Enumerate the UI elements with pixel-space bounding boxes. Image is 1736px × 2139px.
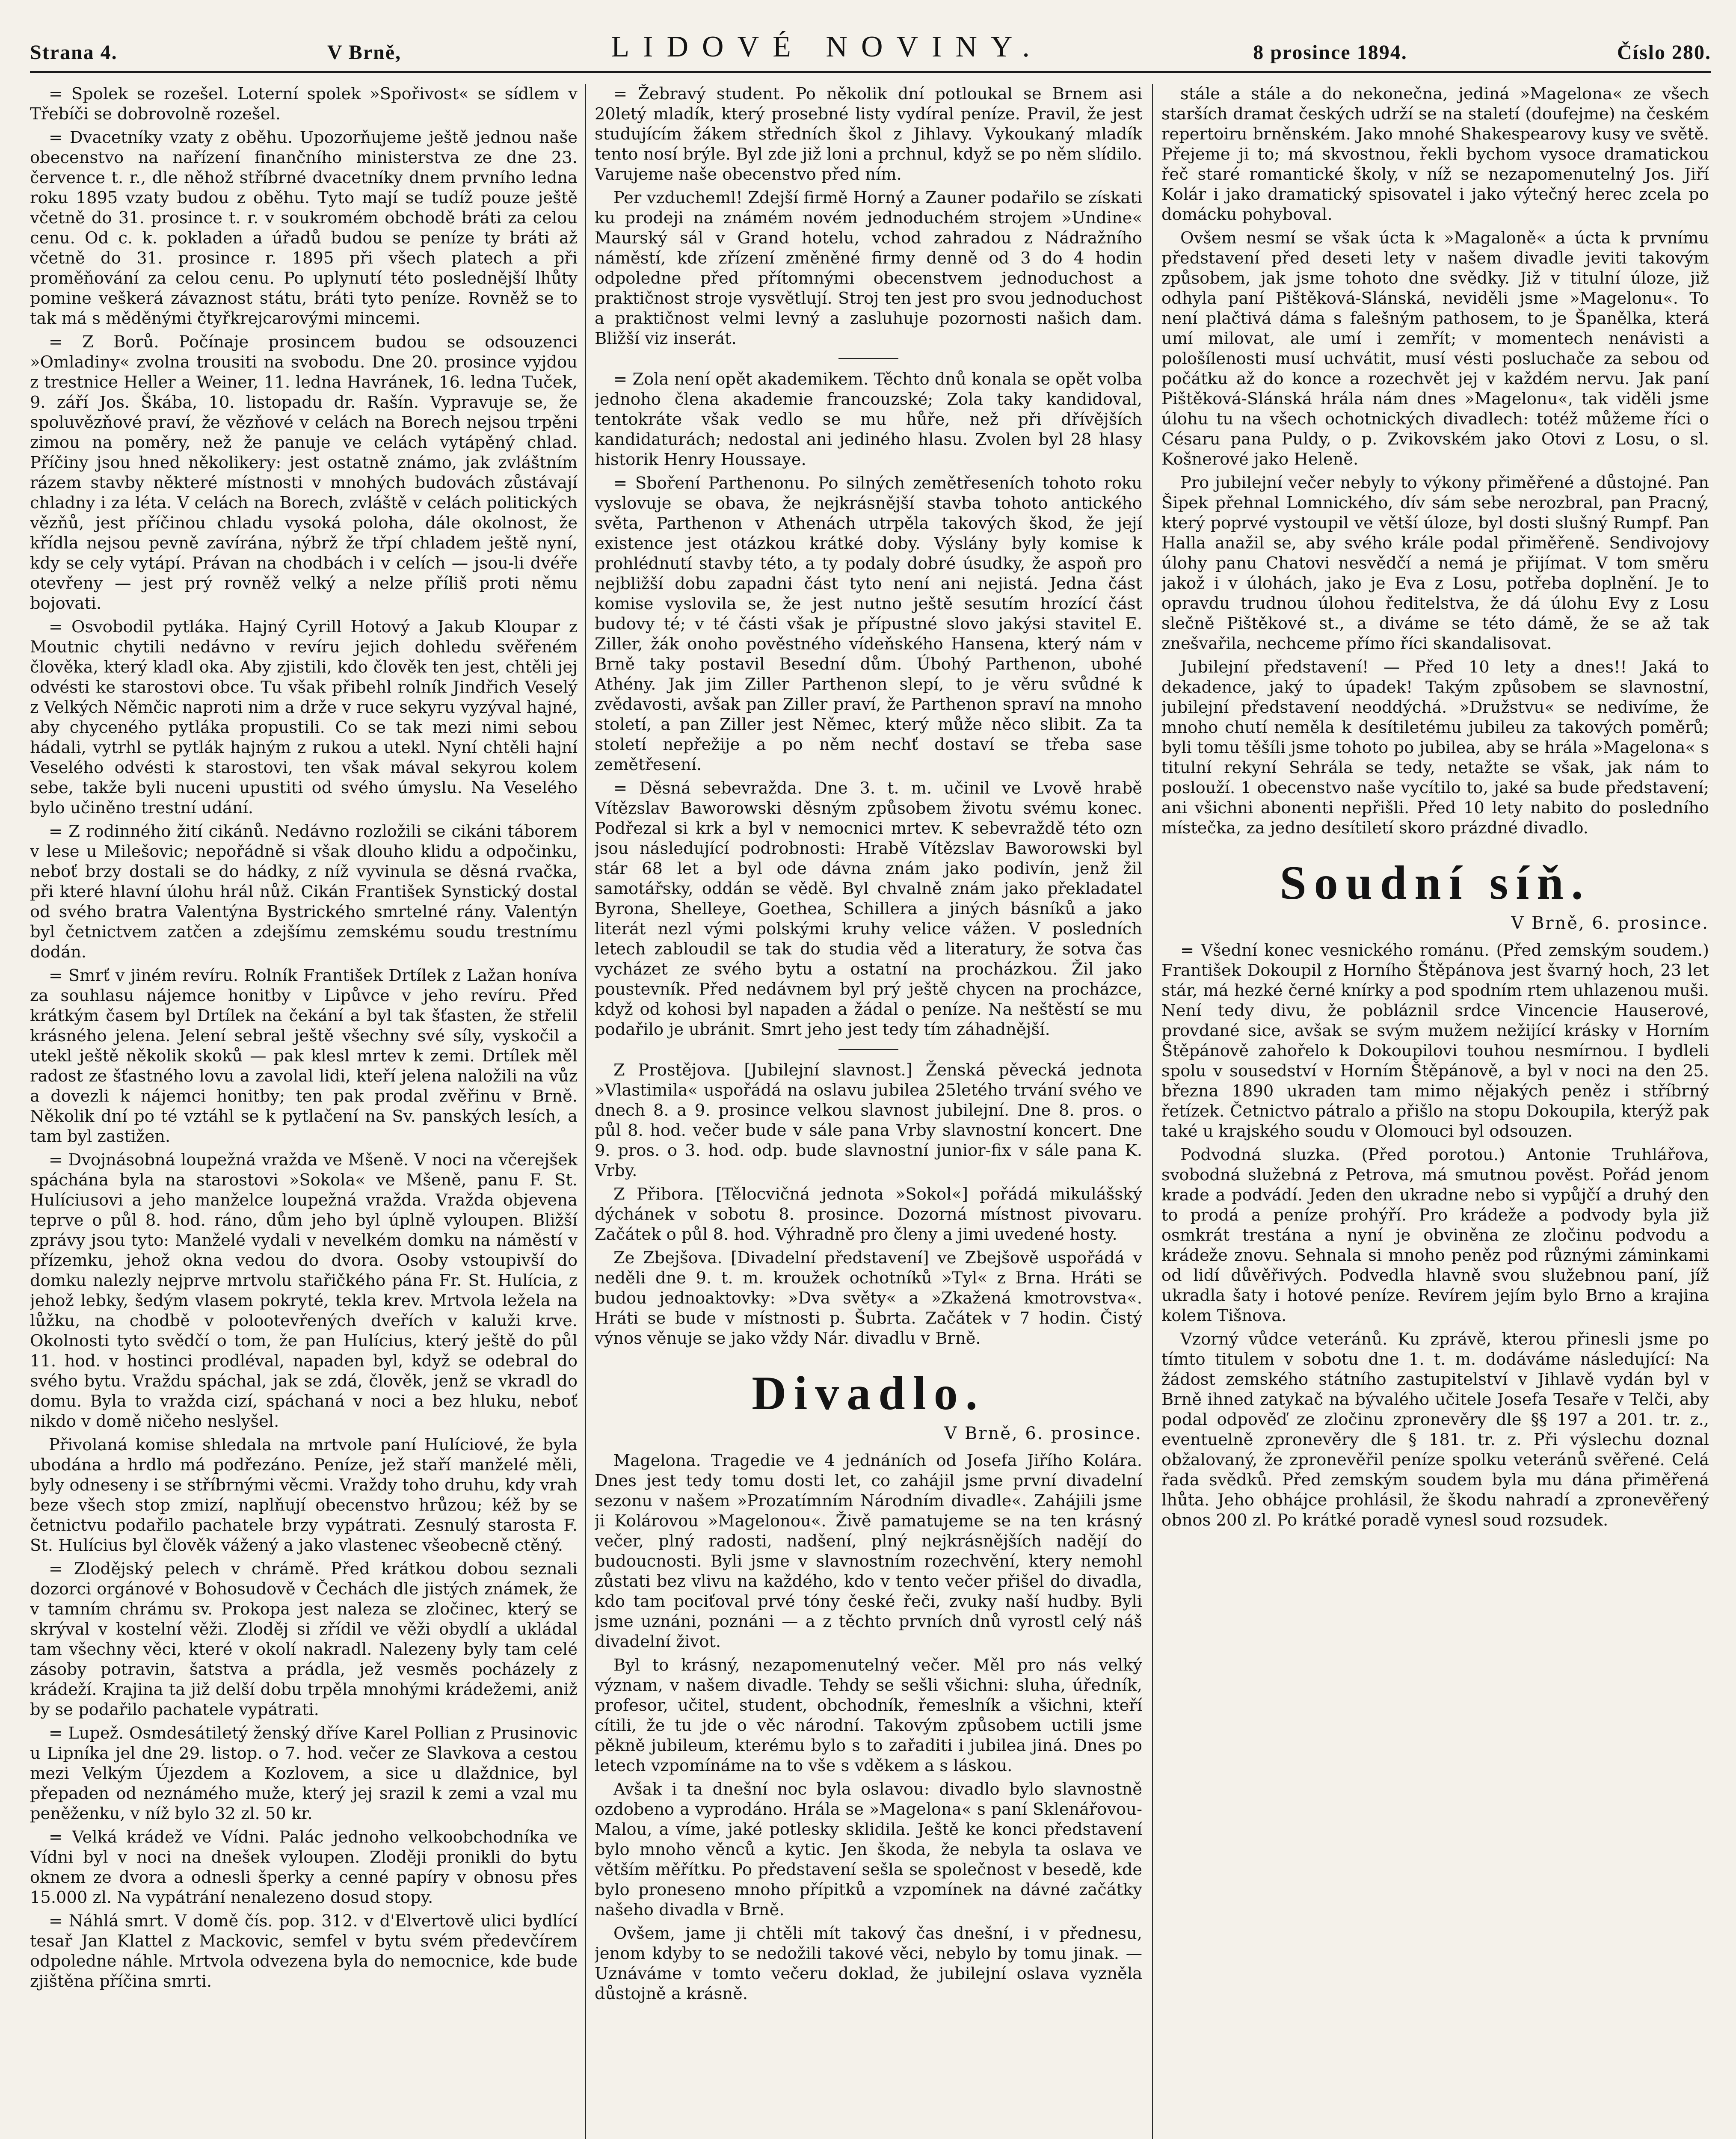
news-item: = Zola není opět akademikem. Těchto dnů konala se opět volba jednoho člena akademie francouzské; Zola taky kandidoval, tentokráte však vedlo se mu hůře, než při dřívějších kandidaturách; nedostal ani jediného hlasu. Zvolen byl 28 hlasy historik Henry Houssaye. <box>595 370 1142 469</box>
court-report: = Všední konec vesnického románu. (Před zemským soudem.) František Dokoupil z Horního Štěpánova jest švarný hoch, 23 let stár, má hezké černé knírky a pod spodním rtem uhlazenou muši. Není tedy divu, že pobláznil srdce Vincencie Hauserové, provdané sice, avšak se svým mužem nežijící krásky v Horním Štěpánově zahořelo k Dokoupilovi touhou nesmírnou. I bydleli spolu v sousedství v Horním Štěpánově, a byl v noci na den 25. března 1890 ukraden tam mimo nějakých peněz i stříbrný řetízek. Četnictvo pátralo a přišlo na stopu Dokoupila, kterýž pak také u krajského soudu v Olomouci byl odsouzen. <box>1161 941 1709 1141</box>
dateline: V Brně, 6. prosince. <box>1511 913 1709 933</box>
court-report: Vzorný vůdce veteránů. Ku zprávě, kterou přinesli jsme po tímto titulem v sobotu dne 1. t. m. dodáváme následující: Na žádost zemského státního zastupitelství v Jihlavě vydán byl v Brně ihned zatykač na bývalého učitele Josefa Tesaře v Telči, aby podal odpověď ze zločinu zpronevěry dle §§ 197 a 201. tr. z., eventuelně zpronevěry dle § 181. tr. z. Při výslechu doznal obžalovaný, že zpronevěřil peníze spolku veteránů svěřené. Celá řada svědků. Před zemským soudem byla mu dána přiměřená lhůta. Jeho obhájce prohlásil, že škodu nahradí a zpronevěřený obnos 200 zl. Po krátké poradě vynesl soud rozsudek. <box>1161 1330 1709 1530</box>
news-item: = Dvojnásobná loupežná vražda ve Mšeně. V noci na včerejšek spáchána byla na starostovi »Sokola« ve Mšeně, panu F. St. Hulíciusovi a jeho manželce loupežná vražda. Vražda objevena teprve o půl 8. hod. ráno, dům jeho byl úplně vyloupen. Bližší zprávy jsou tyto: Manželé vydali v nevelkém domku na náměstí v přízemku, jehož okna vedou do dvora. Osoby vstoupivší do domku nalezly nejprve mrtvolu stařičkého pána Fr. St. Hulícia, z jehož lebky, šedým vlasem pokryté, tekla krev. Mrtvola ležela na lůžku, na chodbě v polootevřených dveřích v kaluži krve. Okolnosti tyto svědčí o tom, že pan Hulícius, který ještě do půl 11. hod. v hostinci prodléval, napaden byl, když se odebral do svého bytu. Vraždu spáchal, jak se zdá, člověk, jenž se vkradl do domu. Byla to vražda cizí, spáchaná v noci a bez hluku, neboť nikdo v domě ničeho neslyšel. <box>30 1150 578 1431</box>
masthead-title: LIDOVÉ NOVINY. <box>611 30 1043 63</box>
separator-rule <box>838 358 898 359</box>
issue-date: 8 prosince 1894. <box>1253 41 1407 64</box>
news-item: = Osvobodil pytláka. Hajný Cyrill Hotový a Jakub Kloupar z Moutnic chytili nedávno v revíru jejich dohledu svěřeném člověka, který kladl oka. Aby zjistili, kdo člověk ten jest, chtěli jej odvésti ke starostovi obce. Tu však přibehl rolník Jindřich Veselý z Velkých Němčic naproti nim a drže v ruce sekyru vyzýval hajné, aby chyceného pytláka propustili. Co se tak mezi nimi sebou hádali, vytrhl se pytlák hajným z rukou a utekl. Nyní chtěli hajní Veselého odvésti k starostovi, ten však mával sekyrou kolem sebe, takže byli nuceni upustiti od svého úmyslu. Na Veselého bylo učiněno trestní udání. <box>30 617 578 818</box>
section-title-soudni-sin: Soudní síň. <box>1280 856 1591 910</box>
news-item: = Lupež. Osmdesátiletý ženský dříve Karel Pollian z Prusinovic u Lipníka jel dne 29. listop. o 7. hod. večer ze Slavkova a cestou mezi Velkým Újezdem a Kozlovem, a sice u dlaždnice, byl přepaden od neznámého muže, který jej srazil k zemi a vzal mu peněženku, v níž bylo 32 zl. 50 kr. <box>30 1724 578 1823</box>
article-paragraph: Ovšem, jame ji chtěli mít takový čas dnešní, i v přednesu, jenom kdyby to se nedožili takové věci, nebylo by tomu jinak. — Uznáváme v tomto večeru doklad, že jubilejní oslava vyzněla důstojně a krásně. <box>595 1924 1142 2003</box>
news-item: Ze Zbejšova. [Divadelní představení] ve Zbejšově uspořádá v neděli dne 9. t. m. kroužek ochotníků »Tyl« z Brna. Hráti se budou jednoaktovky: »Dva světy« a »Zkažená kmotrovstva«. Hráti se bude v místnosti p. Šubrta. Začátek v 7 hodin. Čistý výnos věnuje se jako vždy Nár. divadlu v Brně. <box>595 1248 1142 1348</box>
column-2 <box>595 84 1142 2139</box>
news-item: = Smrť v jiném revíru. Rolník František Drtílek z Lažan honíva za souhlasu nájemce honitby v Lipůvce v jeho revíru. Před krátkým časem byl Drtílek na čekání a byl tak šťasten, že střelil krásného jelena. Jelení sebral ještě všechny své síly, vyskočil a utekl ještě několik skoků — pak klesl mrtev k zemi. Drtílek měl radost ze šťastného lovu a zavolal lidi, kteří jelena naložili na vůz a dovezli k nájemci honitby; ten pak prodal zvěřinu v Brně. Několik dní po té vztáhl se k pytlačení na Sv. panských lesích, a tam byl zastižen. <box>30 966 578 1146</box>
article-paragraph: Magelona. Tragedie ve 4 jednáních od Josefa Jiřího Kolára. Dnes jest tedy tomu dosti let, co zahájil jsme první divadelní sezonu v našem »Prozatímním Národním divadle«. Zahájili jsme ji Kolárovou »Magelonou«. Živě pamatujeme se na ten krásný večer, plný radosti, nadšení, plný nejkrásnějších nadějí do budoucnosti. Byli jsme v slavnostním rozechvění, ktery nemohl zůstati bez vlivu na každého, kdo v tento večer přišel do divadla, kdo tam pociťoval prvé tóny české řeči, zvuky naší hudby. Byli jsme uznáni, poznáni — a z těchto prvních dnů vyrostl celý náš divadelní život. <box>595 1451 1142 1651</box>
news-item: = Zlodějský pelech v chrámě. Před krátkou dobou seznali dozorci orgánové v Bohosudově v Čechách dle jistých známek, že v tamním chrámu sv. Prokopa jest naleza se zločinec, který se skrýval v kostelní věži. Zloděj si zřídil ve věži obydlí a ukládal tam všechny věci, které v okolí nakradl. Nalezeny byly tam celé zásoby potravin, šatstva a prádla, jež vesměs pocházely z krádeží. Krajina ta již delší dobu trpěla mnohými krádežemi, aniž by se podařilo pachatele vypátrati. <box>30 1559 578 1719</box>
page-number: Strana 4. <box>30 41 118 64</box>
news-item: = Spolek se rozešel. Loterní spolek »Spořivost« se sídlem v Třebíči se dobrovolně rozešel. <box>30 84 578 124</box>
page-header <box>30 9 1711 73</box>
article-paragraph: Jubilejní představení! — Před 10 lety a dnes!! Jaká to dekadence, jaký to úpadek! Takým způsobem se slavnostní, jubilejní představení neoddýchá. »Družstvu« se nedivíme, že mnoho chutí neměla k desítiletému jubileu za takových poměrů; byli tomu těšíli jsme tohoto po jubilea, aby se hrála »Magelona« s titulní rekyní Sehrála se tedy, netažte se však, jak nám to poslouží. 1 obecenstvo naše vycítilo to, jaké sa bude představení; ani všichni abonenti nepřišli. Před 10 lety nabito do posledního místečka, za jedno desítiletí skoro prázdné divadlo. <box>1161 658 1709 838</box>
news-item: = Dvacetníky vzaty z oběhu. Upozorňujeme ještě jednou naše obecenstvo na nařízení finančního ministerstva ze dne 23. července t. r., dle něhož stříbrné dvacetníky dnem prvního ledna roku 1895 vzaty budou z oběhu. Tyto mají se tudíž pouze ještě včetně do 31. prosince t. r. v soukromém obchodě bráti za celou cenu. Od c. k. pokladen a úřadů budou se peníze ty bráti až včetně do 31. prosince r. 1895 při všech platech a při proměňování za celou cenu. Po uplynutí této poslednější lhůty pomine veškerá závaznost státu, bráti tyto peníze. Rovněž se to tak má s měděnými čtyřkrejcarovými mincemi. <box>30 128 578 328</box>
news-item: = Náhlá smrt. V domě čís. pop. 312. v d'Elvertově ulici bydlící tesař Jan Klattel z Mackovic, semfel v bytu svém předevčírem odpoledne náhle. Mrtvola odvezena byla do nemocnice, kde bude zjištěna příčina smrti. <box>30 1911 578 1991</box>
place-name: V Brně, <box>327 41 402 64</box>
news-item: = Žebravý student. Po několik dní potloukal se Brnem asi 20letý mladík, který prosebné listy vydíral peníze. Pravil, že jest studujícím žákem středních škol z Jihlavy. Vykoukaný mladík tento nosí brýle. Byl zde již loni a prchnul, když se po něm slídilo. Varujeme naše obecenstvo před ním. <box>595 84 1142 184</box>
column-3 <box>1161 84 1709 2139</box>
article-paragraph: Byl to krásný, nezapomenutelný večer. Měl pro nás velký význam, v našem divadle. Tehdy se sešli všichni: sluha, úředník, profesor, učitel, student, obchodník, řemeslník a všichni, kteří cítili, že tu jde o věc národní. Takovým způsobem uctili jsme pěkně jubileum, kterému bylo s to zařaditi i jubilea jiná. Dnes po letech vzpomínáme na to vše s vděkem a s láskou. <box>595 1656 1142 1775</box>
issue-number: Číslo 280. <box>1617 41 1711 64</box>
column-rule <box>1152 84 1153 2139</box>
news-item: Z Prostějova. [Jubilejní slavnost.] Ženská pěvecká jednota »Vlastimila« uspořádá na oslavu jubilea 25letého trvání svého ve dnech 8. a 9. prosince velkou slavnost jubilejní. Dne 8. pros. o půl 8. hod. večer bude v sále pana Vrby slavnostní koncert. Dne 9. pros. o 3. hod. odp. bude slavnostní junior-fix v sále pana K. Vrby. <box>595 1061 1142 1180</box>
article-paragraph: Ovšem nesmí se však úcta k »Magaloně« a úcta k prvnímu představení před deseti lety v našem divadle jeviti takovým způsobem, jak jsme tohoto dne svědky. Již v titulní úloze, již odhyla paní Pištěková-Slánská, neviděli jsme »Magelonu«. To není plačtivá dáma s falešným pathosem, to je Španělka, která umí milovat, ale umí i zemřít; v momentech nenávisti a pološílenosti musí uchvátit, musí vésti posluchače za sebou od počátku až do konce a rozechvět jej v každém nervu. Jak paní Pištěková-Slánská hrála nám dnes »Magelonu«, tak viděli jsme úlohu tu na všech ochotnických divadlech: totéž můžeme říci o Césaru pana Puldy, o p. Zvikovském jako Otovi z Losu, o sl. Košnerové jako Heleně. <box>1161 228 1709 469</box>
news-item: = Sboření Parthenonu. Po silných zemětřeseních tohoto roku vyslovuje se obava, že nejkrásnější stavba tohoto antického světa, Parthenon v Athenách utrpěla takových škod, že její existence jest otázkou krátké doby. Výslány byly komise k prohlédnutí stavby této, a ty podaly dobré úsudky, že aspoň pro nejbližší dobu zapadni část tyto není ani nejistá. Jedna část komise vyslovila se, že jest nutno ještě sesutím hrozící část budovy té; v té části však je přípustné slovo jakýsi stavitel E. Ziller, žák onoho pověstného vídeňského Hansena, který nám v Brně taky postavil Besední dům. Úbohý Parthenon, ubohé Athény. Jak jim Ziller Parthenon slepí, to je věru svůdné k zvědavosti, avšak pan Ziller praví, že Parthenon spraví na mnoho století, a pan Ziller jest Němec, který může něco slibit. Za ta století nepřežije a po něm nechť dostaví se třeba sase zemětřesení. <box>595 474 1142 774</box>
article-paragraph: stále a stále a do nekonečna, jediná »Magelona« ze všech starších dramat českých udrží se na staletí (doufejme) na českém repertoiru brněnském. Jako mnohé Shakespearovy kusy ve světě. Přejeme ji to; má skvostnou, řekli bychom vysoce dramatickou řeč staré romantické školy, v níž se nezapomenutelný Jos. Jiří Kolár i jako dramatický spisovatel i jako výtečný herec zcela po domácku pohyboval. <box>1161 84 1709 224</box>
column-rule <box>585 84 586 2139</box>
dateline: V Brně, 6. prosince. <box>944 1424 1142 1443</box>
news-item: Přivolaná komise shledala na mrtvole paní Hulíciové, že byla ubodána a hrdlo má podřezáno. Peníze, jež staří manželé měli, byly odneseny i se stříbrnými věcmi. Vraždy toho druhu, kdy vrah beze všech stop zmizí, naplňují obecenstvo hrůzou; kéž by se četnictvu podařilo pachatele brzy vypátrati. Zesnulý starosta F. St. Hulícius byl člověk vážený a jako vlastenec všeobecně ctěný. <box>30 1435 578 1555</box>
column-1 <box>30 84 578 2139</box>
news-item: = Z rodinného žití cikánů. Nedávno rozložili se cikáni táborem v lese u Milešovic; nepořádně si však dlouho klidu a odpočinku, neboť brzy dostali se do hádky, z níž vyvinula se děsná rvačka, při které hlavní úlohu hrál nůž. Cikán František Synstický dostal od svého bratra Valentýna Bystrického smrtelné rány. Valentýn byl četnictvem zatčen a zdejšímu zemskému soudu trestnímu dodán. <box>30 822 578 962</box>
news-item: = Z Borů. Počínaje prosincem budou se odsouzenci »Omladiny« zvolna trousiti na svobodu. Dne 20. prosince vyjdou z trestnice Heller a Weiner, 11. ledna Havránek, 16. ledna Tuček, 9. září Jos. Škába, 10. listopadu dr. Rašín. Vypravuje se, že spoluvězňové praví, že vězňové v celách na Borech nejsou trpěni zimou na poměry, než že panuje ve celách vytápěný chlad. Příčiny jsou hned několikery: jest ostatně známo, jak zvláštním rázem stavby některé místnosti v mnohých budovách zůstávají chladny i za léta. V celách na Borech, zvláště v celách politických vězňů, jest příčinou chladu vysoká poloha, dále okolnost, že křídla nejsou pevně zavírána, nýbrž že třpí chladem ještě nyní, kdy se cely vytápí. Právan na chodbách i v celích — jsou-li dvéře otevřeny — jest prý rovněž velký a nelze příliš proti němu bojovati. <box>30 332 578 613</box>
news-item: = Děsná sebevražda. Dne 3. t. m. učinil ve Lvově hrabě Vítězslav Baworowski děsným způsobem životu svému konec. Podřezal si krk a byl v nemocnici mrtev. K sebevraždě této ozn jsou následující podrobnosti: Hrabě Vítězslav Baworowski byl stár 68 let a byl ode dávna znám jako podivín, jenž žil samotářsky, oddán se vědě. Byl chvalně znám jako překladatel Byrona, Shelleye, Goethea, Schillera a jiných básníků a jako literát nezl vými polskými kruhy velice vážen. V posledních letech zabloudil se tak do studia věd a literatury, že sotva čas vycházet ze svého bytu a ostatní na procházkou. Žil jako poustevník. Před nedávnem byl prý ještě chycen na procházce, když od kohosi byl napaden a žádal o peníze. Na neštěstí se mu podařilo je ubránit. Smrt jeho jest tedy tím záhadnější. <box>595 779 1142 1039</box>
news-item: = Velká krádež ve Vídni. Palác jednoho velkoobchodníka ve Vídni byl v noci na dnešek vyloupen. Zloději pronikli do bytu oknem ze dvora a odnesli šperky a cenné papíry v obnosu přes 15.000 zl. Na vypátrání nenalezeno dosud stopy. <box>30 1828 578 1907</box>
article-paragraph: Pro jubilejní večer nebyly to výkony přiměřené a důstojné. Pan Šipek přehnal Lomnického, dív sám sebe nerozbral, pan Pracný, který poprvé vystoupil ve větší úloze, byl dosti slušný Rumpf. Pan Halla anažil se, aby svého krále podal přiměřeně. Sendivojovy úlohy panu Chatovi nesvědčí a nemá je přijímat. V tom směru jakož i v úlohách, jako je Eva z Losu, potřeba doplnění. Je to opravdu trudnou úlohou ředitelstva, že dá úlohu Evy z Losu slečně Pištěkové st., a diváme se této dámě, že se až tak znešvařila, nechceme přímo říci skandalisovat. <box>1161 473 1709 653</box>
news-item: Z Přibora. [Tělocvičná jednota »Sokol«] pořádá mikulášský dýchánek v sobotu 8. prosince. Dozorná místnost pivovaru. Začátek o půl 8. hod. Výhradně pro členy a jimi uvedené hosty. <box>595 1185 1142 1244</box>
news-item: Per vzducheml! Zdejší firmě Horný a Zauner podařilo se získati ku prodeji na známém novém jednoduchém strojem »Undine« Maurský sál v Grand hotelu, vchod zahradou z Nádražního náměstí, kde zřízení změněné firmy denně od 3 do 4 hodin odpoledne před přítomnými obecenstvem jednoduchost a praktičnost stroje vysvětlují. Stroj ten jest pro svou jednoduchost a praktičnost velmi levný a zasluhuje pozornosti našich dam. Bližší viz inserát. <box>595 188 1142 348</box>
separator-rule <box>838 1049 898 1050</box>
section-title-divadlo: Divadlo. <box>752 1367 985 1420</box>
article-paragraph: Avšak i ta dnešní noc byla oslavou: divadlo bylo slavnostně ozdobeno a vyprodáno. Hrála se »Magelona« s paní Sklenářovou-Malou, a víme, jaké potlesky sklidila. Ještě ke konci představení bylo mnoho věnců a kytic. Jen škoda, že nebyla ta oslava ve větším měřítku. Po představení sešla se společnost v besedě, kde bylo proneseno mnoho přípitků a vzpomínek na dávné začátky našeho divadla v Brně. <box>595 1780 1142 1920</box>
court-report: Podvodná sluzka. (Před porotou.) Antonie Truhlářova, svobodná služebná z Petrova, má smutnou pověst. Pořád jenom krade a podvádí. Jeden den ukradne nebo si vypůjčí a druhý den to prodá a peníze prohýří. Pro krádeže a podvody byla již osmkrát trestána a nyní je obviněna ze zločinu podvodu a krádeže znovu. Sehnala si mnoho peněz pod různými záminkami od lidí důvěřivých. Podvedla hlavně svou služebnou paní, jíž ukradla šaty i hotové peníze. Revírem jejím bylo Brno a krajina kolem Tišnova. <box>1161 1145 1709 1325</box>
